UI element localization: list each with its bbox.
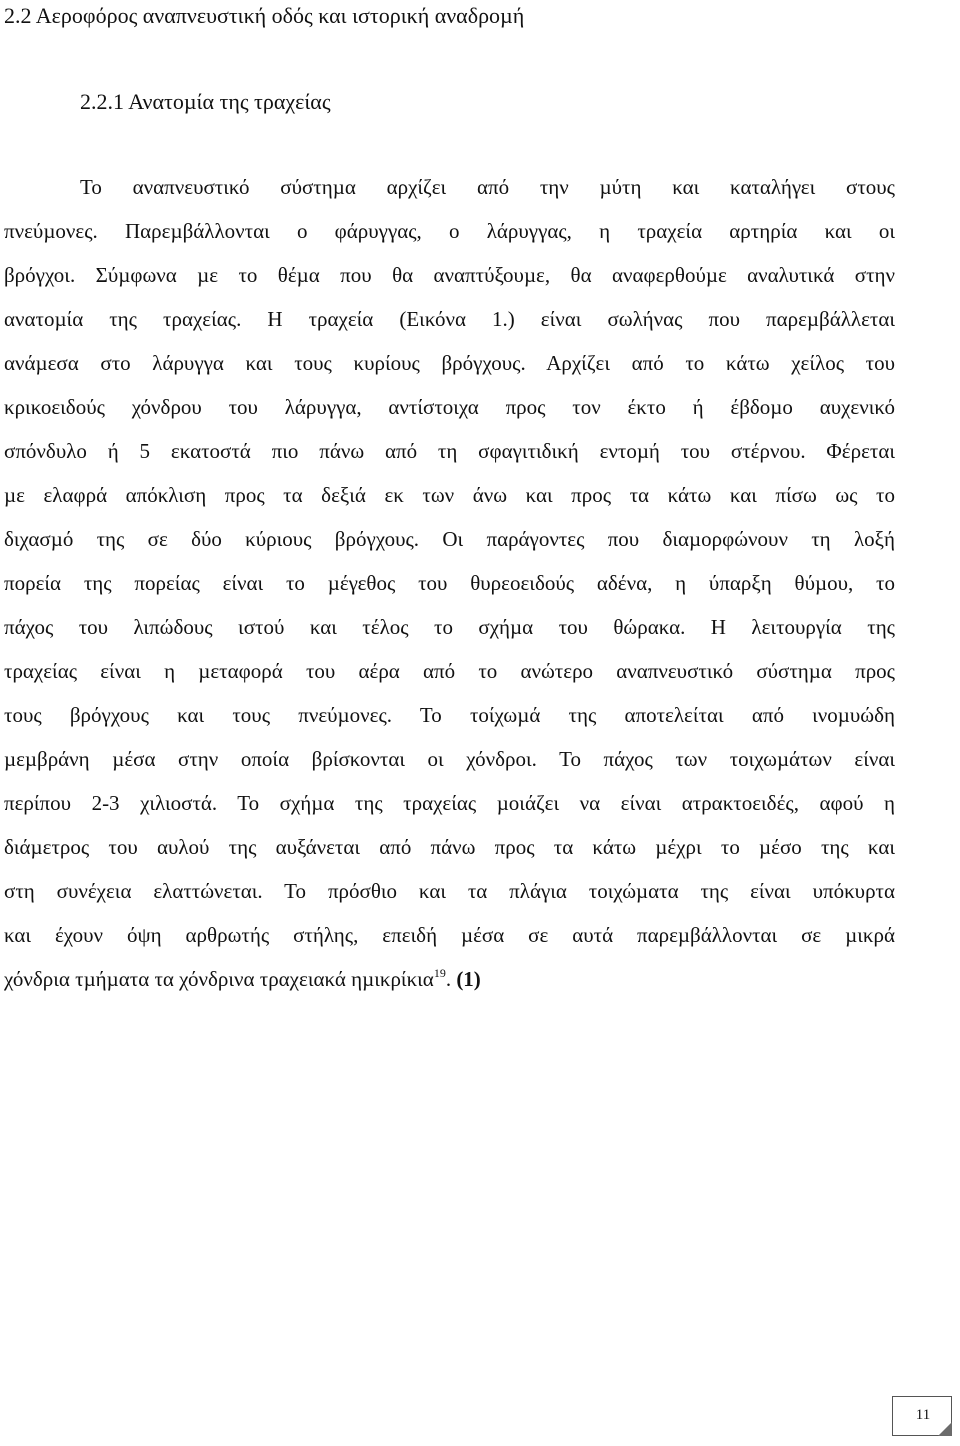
paragraph-line: µεµβράνη µέσα στην οποία βρίσκονται οι χόνδροι. Το πάχος των τοιχωµάτων είναι — [4, 747, 895, 771]
subsection-heading: 2.2.1 Ανατοµία της τραχείας — [80, 89, 331, 114]
paragraph-line: περίπου 2-3 χιλιοστά. Το σχήµα της τραχείας µοιάζει να είναι ατρακτοειδές, αφού η — [4, 791, 895, 815]
paragraph-line: πάχος του λιπώδους ιστού και τέλος το σχήµα του θώρακα. Η λειτουργία της — [4, 615, 895, 639]
page-number: 11 — [915, 1407, 931, 1423]
paragraph-line: πορεία της πορείας είναι το µέγεθος του θυρεοειδούς αδένα, η ύπαρξη θύµου, το — [4, 571, 895, 595]
reference-superscript: 19 — [433, 966, 446, 980]
paragraph-line: Το αναπνευστικό σύστηµα αρχίζει από την µύτη και καταλήγει στους — [80, 175, 895, 199]
last-line-trailing: . — [445, 967, 457, 991]
paragraph-last-line — [4, 965, 895, 993]
paragraph-line: ανατοµία της τραχείας. Η τραχεία (Εικόνα 1.) είναι σωλήνας που παρεµβάλλεται — [4, 307, 895, 331]
paragraph-line: τραχείας είναι η µεταφορά του αέρα από το ανώτερο αναπνευστικό σύστηµα προς — [4, 659, 895, 683]
paragraph-line: τους βρόγχους και τους πνεύµονες. Το τοίχωµά της αποτελείται από ινοµυώδη — [4, 703, 895, 727]
paragraph-line: µε ελαφρά απόκλιση προς τα δεξιά εκ των άνω και προς τα κάτω και πίσω ως το — [4, 483, 895, 507]
paragraph-line: πνεύµονες. Παρεµβάλλονται ο φάρυγγας, ο λάρυγγας, η τραχεία αρτηρία και οι — [4, 219, 895, 243]
paragraph-line: διάµετρος του αυλού της αυξάνεται από πάνω προς τα κάτω µέχρι το µέσο της και — [4, 835, 895, 859]
last-line-text: χόνδρια τµήµατα τα χόνδρινα τραχειακά ηµικρίκια — [4, 967, 434, 991]
paragraph-line: ανάµεσα στο λάρυγγα και τους κυρίους βρόγχους. Αρχίζει από το κάτω χείλος του — [4, 351, 895, 375]
paragraph-line: σπόνδυλο ή 5 εκατοστά πιο πάνω από τη σφαγιτιδική εντοµή του στέρνου. Φέρεται — [4, 439, 895, 463]
section-heading: 2.2 Αεροφόρος αναπνευστική οδός και ιστορική αναδροµή — [4, 3, 525, 28]
paragraph-line: βρόγχοι. Σύµφωνα µε το θέµα που θα αναπτύξουµε, θα αναφερθούµε αναλυτικά στην — [4, 263, 895, 287]
page-number-box — [892, 1396, 952, 1436]
paragraph-line: και έχουν όψη αρθρωτής στήλης, επειδή µέσα σε αυτά παρεµβάλλονται σε µικρά — [4, 923, 895, 947]
page-curl-icon — [938, 1422, 952, 1436]
paragraph-line: κρικοειδούς χόνδρου του λάρυγγα, αντίστοιχα προς τον έκτο ή έβδοµο αυχενικό — [4, 395, 895, 419]
paragraph-line: στη συνέχεια ελαττώνεται. Το πρόσθιο και τα πλάγια τοιχώµατα της είναι υπόκυρτα — [4, 879, 895, 903]
paragraph-line: διχασµό της σε δύο κύριους βρόγχους. Οι παράγοντες που διαµορφώνουν τη λοξή — [4, 527, 895, 551]
citation-marker: (1) — [456, 967, 481, 991]
